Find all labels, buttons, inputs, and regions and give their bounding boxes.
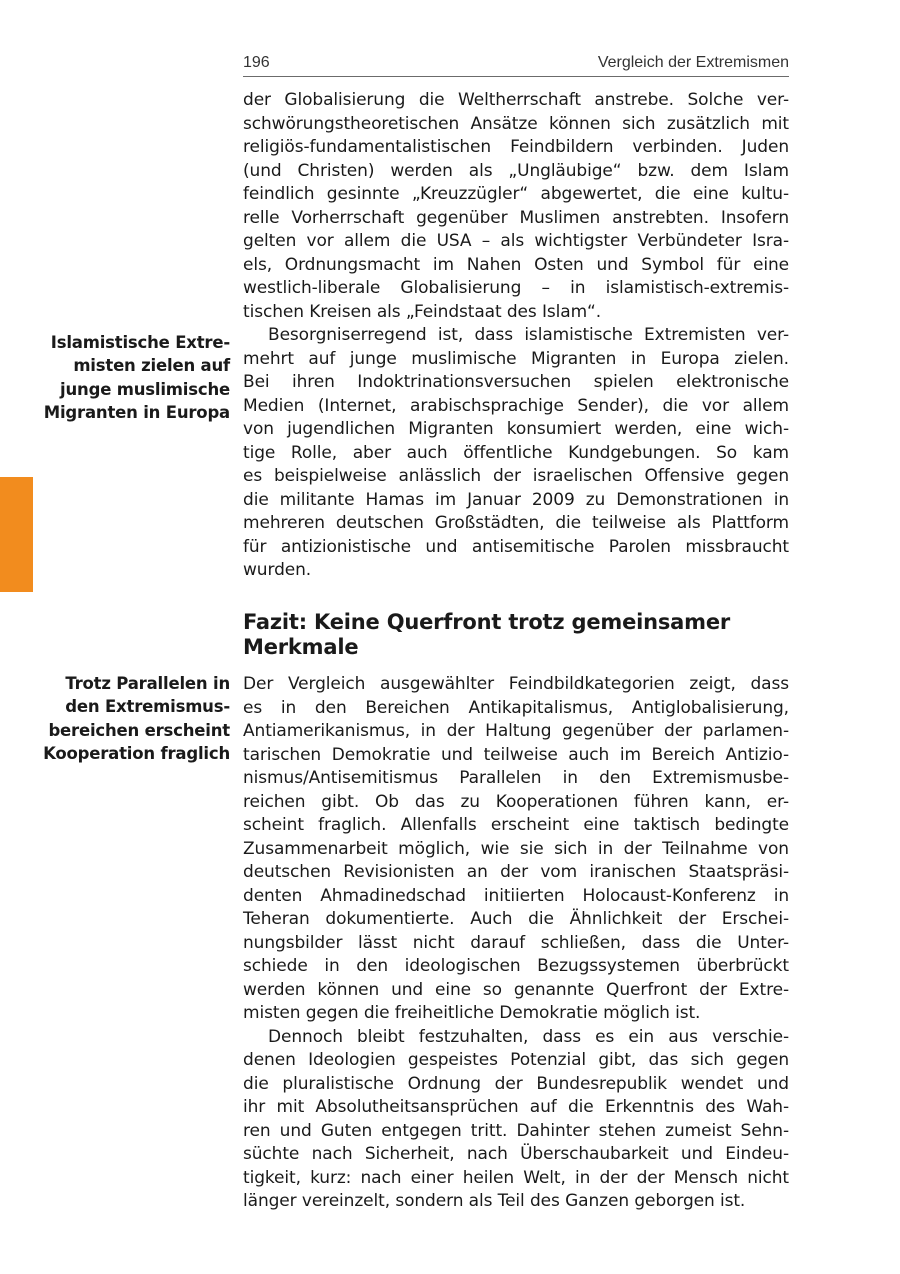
text-line: Medien (Internet, arabischsprachige Sender), die vor allem bbox=[243, 395, 789, 416]
text-line: westlich-liberale Globalisierung – in islamistisch-extremis- bbox=[243, 278, 789, 298]
margin-note-1 bbox=[20, 331, 230, 424]
text-line: Dennoch bleibt festzuhalten, dass es ein aus verschie- bbox=[268, 1026, 789, 1047]
text-line: Bei ihren Indoktrinationsversuchen spielen elektronische bbox=[243, 372, 789, 392]
chapter-color-tab bbox=[0, 477, 33, 592]
text-line: nismus/Antisemitismus Parallelen in den Extremismusbe- bbox=[243, 768, 789, 788]
running-title: Vergleich der Extremismen bbox=[597, 54, 789, 71]
text-line: wurden. bbox=[243, 560, 312, 580]
text-line: schiede in den ideologischen Bezugssystemen überbrückt bbox=[243, 956, 789, 976]
text-line: denten Ahmadinedschad initiierten Holocaust-Konferenz in bbox=[243, 885, 789, 906]
text-line: mehrt auf junge muslimische Migranten in Europa zielen. bbox=[243, 348, 789, 369]
text-line: (und Christen) werden als „Ungläubige“ bzw. dem Islam bbox=[243, 160, 789, 181]
text-line: tischen Kreisen als „Feindstaat des Islam“. bbox=[243, 301, 602, 322]
text-line: der Globalisierung die Weltherrschaft anstrebe. Solche ver- bbox=[243, 90, 789, 110]
margin-note-line: bereichen erscheint bbox=[48, 720, 230, 740]
text-line: deutschen Revisionisten an der vom iranischen Staatspräsi- bbox=[243, 862, 789, 882]
margin-note-line: Migranten in Europa bbox=[43, 402, 230, 422]
text-line: länger vereinzelt, sondern als Teil des Ganzen geborgen ist. bbox=[243, 1191, 746, 1211]
margin-note-line: den Extremismus- bbox=[65, 697, 230, 717]
text-line: tarischen Demokratie und teilweise auch im Bereich Antizio- bbox=[243, 744, 789, 765]
margin-note-line: junge muslimische bbox=[60, 379, 230, 399]
text-line: Antiamerikanismus, in der Haltung gegenüber der parlamen- bbox=[243, 721, 789, 741]
text-line: süchte nach Sicherheit, nach Überschaubarkeit und Eindeu- bbox=[243, 1144, 789, 1164]
text-line: von jugendlichen Migranten konsumiert werden, eine wich- bbox=[243, 419, 789, 439]
text-line: tige Rolle, aber auch öffentliche Kundgebungen. So kam bbox=[243, 442, 789, 463]
margin-note-line: misten zielen auf bbox=[73, 356, 230, 376]
section-heading-line-2: Merkmale bbox=[243, 635, 359, 659]
text-line: Der Vergleich ausgewählter Feindbildkategorien zeigt, dass bbox=[243, 674, 789, 694]
margin-note-line: Kooperation fraglich bbox=[43, 743, 230, 763]
margin-note-line: Trotz Parallelen in bbox=[65, 674, 230, 693]
margin-note-line: Islamistische Extre- bbox=[50, 333, 230, 352]
text-line: feindlich gesinnte „Kreuzzügler“ abgewertet, die eine kultu- bbox=[243, 184, 789, 204]
text-line: reichen gibt. Ob das zu Kooperationen führen kann, er- bbox=[243, 791, 789, 812]
text-line: Teheran dokumentierte. Auch die Ähnlichkeit der Erschei- bbox=[243, 909, 789, 929]
text-line: es beispielweise anlässlich der israelischen Offensive gegen bbox=[243, 466, 789, 486]
text-line: nungsbilder lässt nicht darauf schließen, dass die Unter- bbox=[243, 932, 789, 953]
text-line: es in den Bereichen Antikapitalismus, Antiglobalisierung, bbox=[243, 697, 789, 718]
body-text-section-1 bbox=[243, 89, 789, 583]
body-text-section-2 bbox=[243, 673, 789, 1214]
text-line: für antizionistische und antisemitische Parolen missbraucht bbox=[243, 536, 789, 557]
section-heading-line-1: Fazit: Keine Querfront trotz gemeinsamer bbox=[243, 610, 731, 634]
text-line: die militante Hamas im Januar 2009 zu Demonstrationen in bbox=[243, 489, 789, 510]
text-line: denen Ideologien gespeistes Potenzial gibt, das sich gegen bbox=[243, 1050, 789, 1070]
text-line: schwörungstheoretischen Ansätze können sich zusätzlich mit bbox=[243, 113, 789, 134]
margin-note-2 bbox=[20, 672, 230, 765]
text-line: die pluralistische Ordnung der Bundesrepublik wendet und bbox=[243, 1073, 789, 1094]
text-line: werden können und eine so genannte Querfront der Extre- bbox=[243, 979, 789, 1000]
text-line: gelten vor allem die USA – als wichtigster Verbündeter Isra- bbox=[243, 231, 789, 251]
text-line: religiös-fundamentalistischen Feindbildern verbinden. Juden bbox=[243, 137, 789, 157]
text-line: ren und Guten entgegen tritt. Dahinter stehen zumeist Sehn- bbox=[243, 1120, 789, 1141]
text-line: misten gegen die freiheitliche Demokratie möglich ist. bbox=[243, 1003, 701, 1023]
section-heading bbox=[243, 610, 789, 660]
text-line: relle Vorherrschaft gegenüber Muslimen anstrebten. Insofern bbox=[243, 207, 789, 228]
text-line: scheint fraglich. Allenfalls erscheint eine taktisch bedingte bbox=[243, 815, 789, 835]
text-line: Zusammenarbeit möglich, wie sie sich in der Teilnahme von bbox=[243, 838, 789, 859]
text-line: tigkeit, kurz: nach einer heilen Welt, in der der Mensch nicht bbox=[243, 1167, 789, 1188]
page-header bbox=[243, 52, 789, 77]
text-line: els, Ordnungsmacht im Nahen Osten und Symbol für eine bbox=[243, 254, 789, 275]
page-number: 196 bbox=[243, 54, 270, 71]
text-line: mehreren deutschen Großstädten, die teilweise als Plattform bbox=[243, 513, 789, 533]
text-line: Besorgniserregend ist, dass islamistische Extremisten ver- bbox=[268, 325, 789, 345]
text-line: ihr mit Absolutheitsansprüchen auf die Erkenntnis des Wah- bbox=[243, 1097, 789, 1117]
